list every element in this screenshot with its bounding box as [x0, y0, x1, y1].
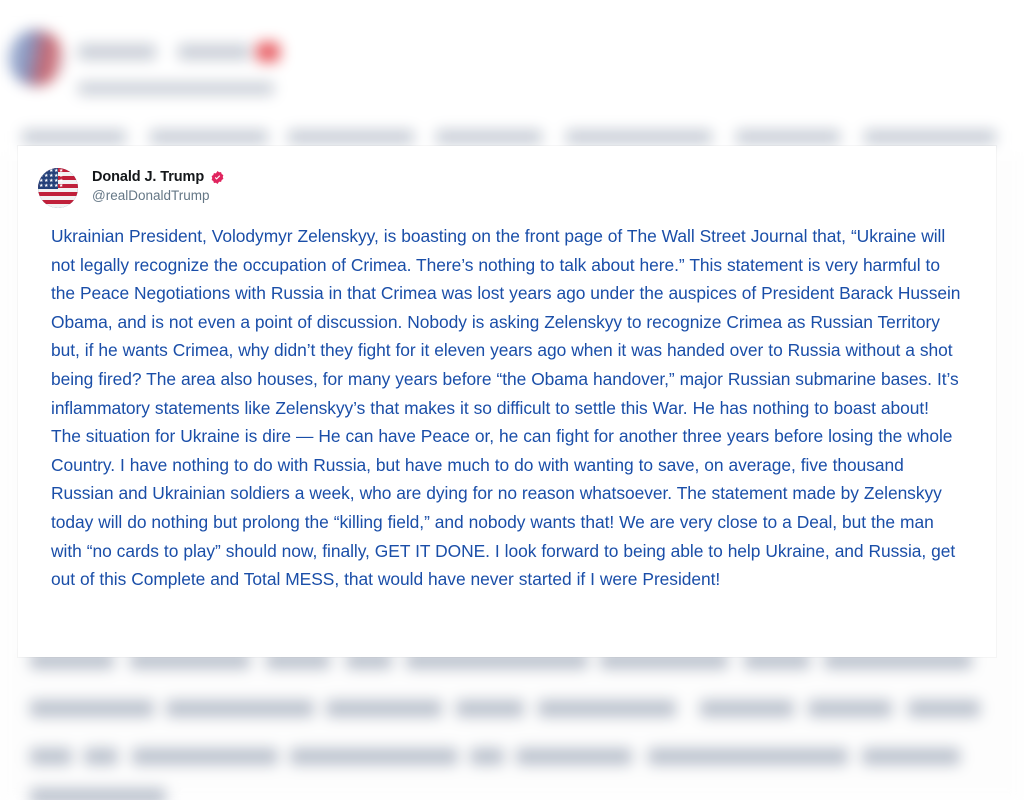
background-text-line: [456, 700, 524, 717]
background-text-line: [538, 700, 676, 717]
background-nav-item: [150, 130, 268, 144]
author-handle[interactable]: @realDonaldTrump: [92, 188, 210, 203]
display-name: Donald J. Trump: [92, 169, 205, 185]
post-body-text: Ukrainian President, Volodymyr Zelenskyy, is boasting on the front page of The Wall Street Journal that, “Ukraine will not legally recognize the occupation of Crimea. There’s nothing to talk about here.” This statement is very harmful to the Peace Negotiations with Russia in that Crimea was lost years ago under the auspices of President Barack Hussein Obama, and is not even a point of discussion. Nobody is asking Zelenskyy to recognize Crimea as Russian Territory but, if he wants Crimea, why didn’t they fight for it eleven years ago when it was handed over to Russia without a shot being fired? The area also houses, for many years before “the Obama handover,” major Russian submarine bases. It’s inflammatory statements like Zelenskyy’s that makes it so difficult to settle this War. He has nothing to boast about! The situation for Ukraine is dire — He can have Peace or, he can fight for another three years before losing the whole Country. I have nothing to do with Russia, but have much to do with wanting to save, on average, five thousand Russian and Ukrainian soldiers a week, who are dying for no reason whatsoever. The statement made by Zelenskyy today will do nothing but prolong the “killing field,” and nobody wants that! We are very close to a Deal, but the man with “no cards to play” should now, finally, GET IT DONE. I look forward to being able to help Ukraine, and Russia, get out of this Complete and Total MESS, that would have never started if I were President!: [51, 226, 961, 590]
background-text-line: [700, 700, 794, 717]
background-header-band: [0, 0, 1024, 132]
background-text-line: [470, 748, 504, 765]
avatar-flag-stars: ★★★★★ ★★★★★ ★★★★★ ★★★★★: [39, 168, 64, 189]
background-nav-item: [22, 130, 126, 144]
background-nav-item: [566, 130, 712, 144]
background-text-line: [30, 788, 166, 800]
us-flag-avatar[interactable]: [38, 168, 78, 208]
background-text-line: [166, 700, 314, 717]
background-subtitle-placeholder: [78, 82, 274, 95]
background-nav-item: [288, 130, 414, 144]
background-badge-placeholder: [256, 42, 280, 62]
background-nav-item: [864, 130, 996, 144]
post-header: [18, 146, 996, 208]
background-text-line: [648, 748, 848, 765]
background-name-placeholder: [78, 44, 156, 60]
background-text-line: [808, 700, 892, 717]
background-text-line: [908, 700, 980, 717]
author-name-block: [92, 168, 225, 203]
background-text-line: [84, 748, 118, 765]
background-name-placeholder: [178, 44, 250, 60]
background-text-line: [290, 748, 458, 765]
background-text-line: [132, 748, 278, 765]
verified-badge-icon: [210, 170, 225, 185]
background-text-line: [516, 748, 632, 765]
background-text-line: [862, 748, 960, 765]
post-card[interactable]: [18, 146, 996, 657]
background-avatar: [8, 30, 64, 86]
background-text-line: [30, 700, 154, 717]
background-nav-item: [736, 130, 840, 144]
background-text-line: [326, 700, 442, 717]
background-nav-item: [436, 130, 542, 144]
display-name-row: [92, 169, 225, 185]
background-text-line: [30, 748, 72, 765]
